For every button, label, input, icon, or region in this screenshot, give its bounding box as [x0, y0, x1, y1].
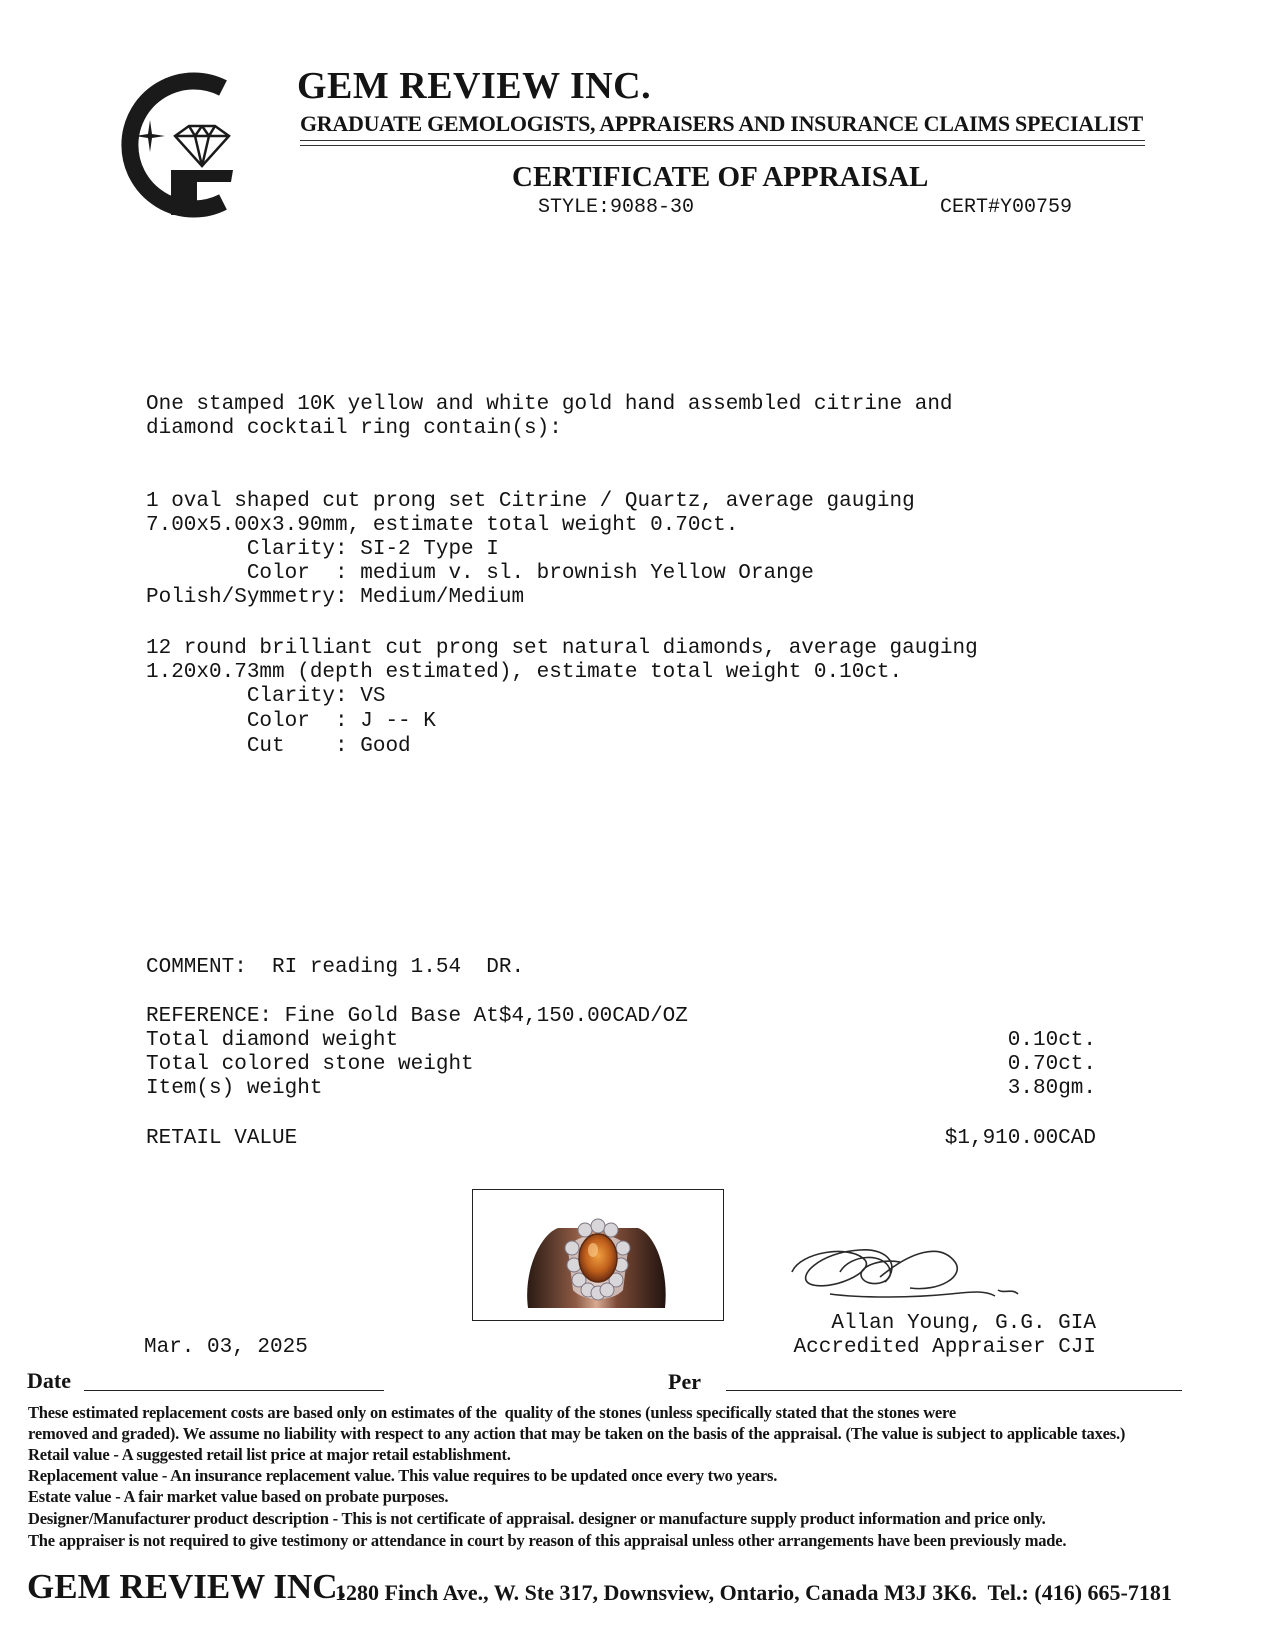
appraiser-name: Allan Young, G.G. GIA — [831, 1312, 1096, 1335]
company-name: GEM REVIEW INC. — [297, 65, 652, 107]
style-number: STYLE:9088-30 — [538, 196, 695, 219]
footer-address: 1280 Finch Ave., W. Ste 317, Downsview, Ontario, Canada M3J 3K6. Tel.: (416) 665-7181 — [335, 1580, 1172, 1605]
per-label: Per — [668, 1369, 701, 1394]
total-colored-stone-weight-value: 0.70ct. — [1007, 1053, 1096, 1076]
ring-photo — [472, 1189, 724, 1321]
citrine-description-line: 7.00x5.00x3.90mm, estimate total weight 0.70ct. — [146, 514, 739, 537]
disclaimer-line: These estimated replacement costs are based only on estimates of the quality of the stones (unless specifically stated that the stones were — [28, 1403, 956, 1422]
diamond-description-line: 1.20x0.73mm (depth estimated), estimate total weight 0.10ct. — [146, 661, 903, 684]
disclaimer-line: Retail value - A suggested retail list price at major retail establishment. — [28, 1445, 511, 1464]
diamond-color: Color : J -- K — [146, 710, 436, 733]
disclaimer-line: The appraiser is not required to give testimony or attendance in court by reason of this appraisal unless other arrangements have been previously made. — [28, 1531, 1067, 1550]
header-divider — [300, 145, 1145, 146]
total-colored-stone-weight-label: Total colored stone weight — [146, 1053, 474, 1076]
total-diamond-weight-value: 0.10ct. — [1007, 1029, 1096, 1052]
diamond-cut: Cut : Good — [146, 735, 411, 758]
retail-value-amount: $1,910.00CAD — [944, 1127, 1096, 1150]
disclaimer-line: Designer/Manufacturer product description - This is not certificate of appraisal. designer or manufacture supply product information and price only. — [28, 1509, 1046, 1528]
comment: COMMENT: RI reading 1.54 DR. — [146, 956, 525, 979]
date-line — [84, 1390, 384, 1391]
per-line — [726, 1390, 1182, 1391]
disclaimer-line: Replacement value - An insurance replacement value. This value requires to be updated once every two years. — [28, 1466, 778, 1485]
citrine-color: Color : medium v. sl. brownish Yellow Orange — [146, 562, 814, 585]
cert-number: CERT#Y00759 — [940, 196, 1073, 219]
total-diamond-weight-label: Total diamond weight — [146, 1029, 399, 1052]
appraiser-title: Accredited Appraiser CJI — [793, 1336, 1096, 1359]
diamond-clarity: Clarity: VS — [146, 685, 386, 708]
item-description-line: One stamped 10K yellow and white gold hand assembled citrine and — [146, 393, 953, 416]
diamond-icon — [175, 126, 229, 166]
ring-image — [473, 1190, 723, 1320]
company-tagline: GRADUATE GEMOLOGISTS, APPRAISERS AND INSURANCE CLAIMS SPECIALIST — [300, 111, 1143, 136]
company-logo — [105, 70, 255, 220]
appraisal-date: Mar. 03, 2025 — [144, 1336, 308, 1359]
item-weight-label: Item(s) weight — [146, 1077, 323, 1100]
footer-company-name: GEM REVIEW INC. — [27, 1567, 347, 1606]
citrine-clarity: Clarity: SI-2 Type I — [146, 538, 499, 561]
disclaimer-line: removed and graded). We assume no liability with respect to any action that may be taken on the basis of the appraisal. (The value is subject to applicable taxes.) — [28, 1424, 1126, 1443]
disclaimer-line: Estate value - A fair market value based on probate purposes. — [28, 1487, 449, 1506]
reference: REFERENCE: Fine Gold Base At$4,150.00CAD/OZ — [146, 1005, 688, 1028]
header-divider — [300, 140, 1145, 141]
citrine-description-line: 1 oval shaped cut prong set Citrine / Quartz, average gauging — [146, 490, 915, 513]
certificate-title: CERTIFICATE OF APPRAISAL — [512, 161, 929, 193]
citrine-polish: Polish/Symmetry: Medium/Medium — [146, 586, 525, 609]
item-weight-value: 3.80gm. — [1007, 1077, 1096, 1100]
item-description-line: diamond cocktail ring contain(s): — [146, 417, 562, 440]
diamond-description-line: 12 round brilliant cut prong set natural diamonds, average gauging — [146, 637, 978, 660]
appraiser-signature — [790, 1232, 1030, 1322]
retail-value-label: RETAIL VALUE — [146, 1127, 298, 1150]
date-label: Date — [27, 1368, 71, 1393]
